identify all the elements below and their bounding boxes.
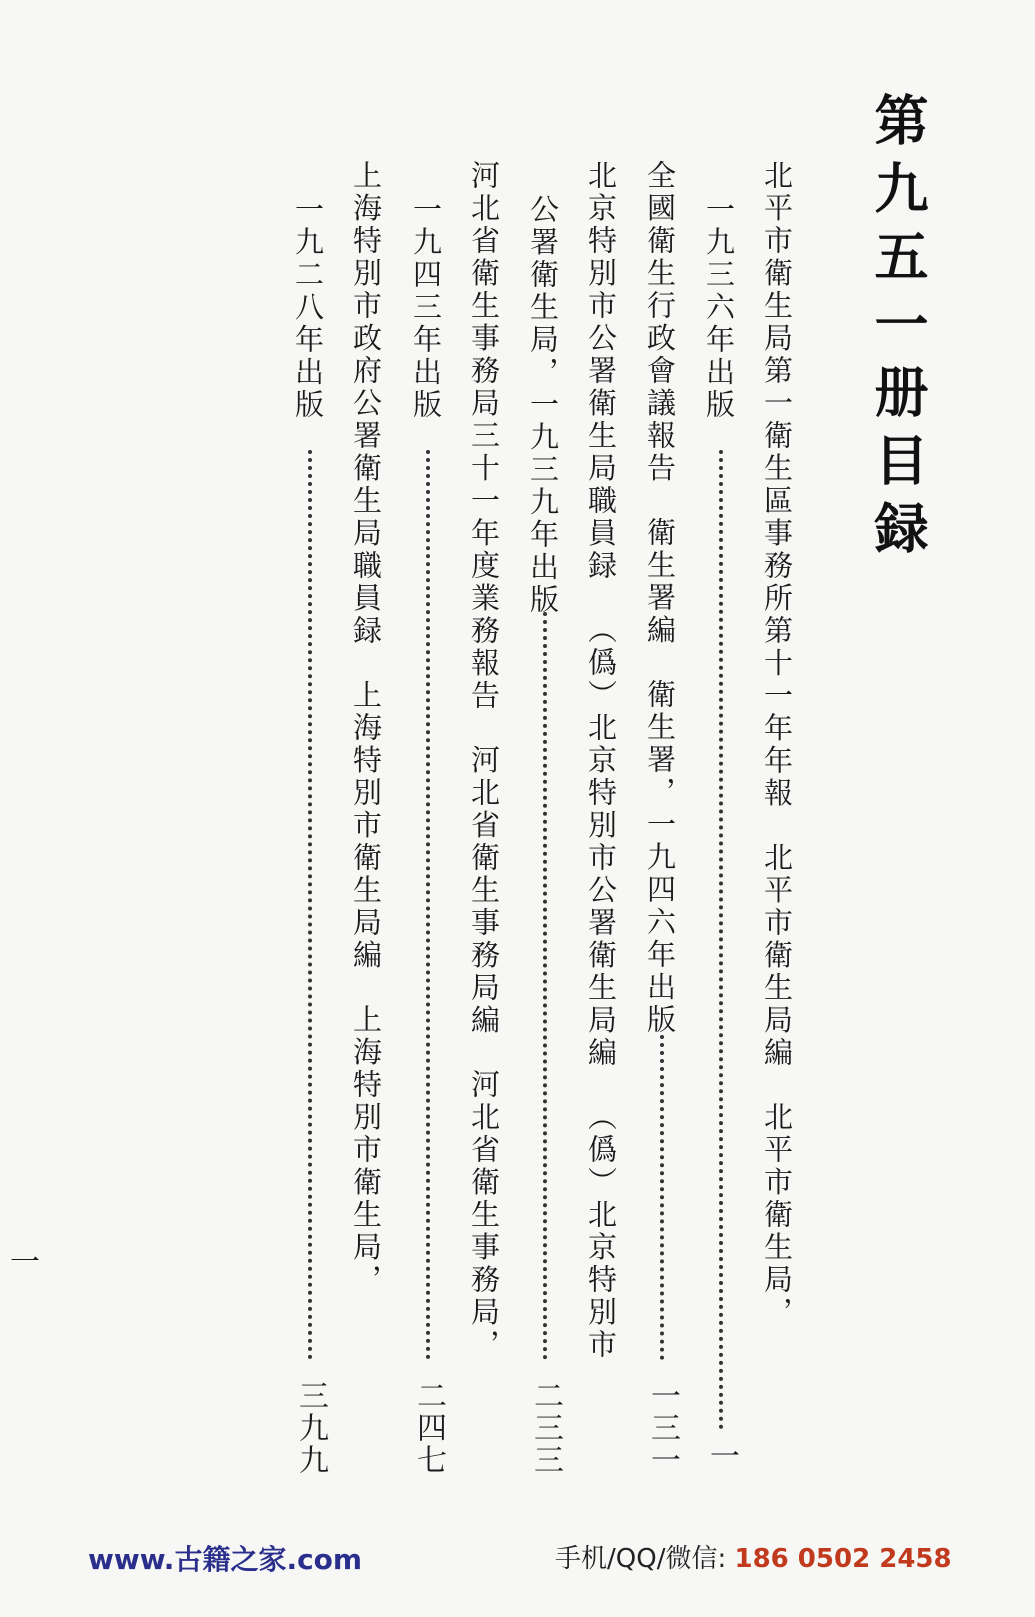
entry-3-page-number: 二三三 (528, 1380, 563, 1476)
page-title: 第九五一册目録 (866, 92, 929, 568)
entry-5-publisher: 上海特別市衛生局， (349, 1004, 383, 1297)
entry-3-author: （僞）北京特別市公署衛生局編 (584, 614, 618, 1070)
entry-2-leader-dots (660, 1035, 664, 1360)
entry-4-page-number: 二四七 (411, 1380, 446, 1476)
entry-3-year: 公署衛生局，一九三九年出版 (526, 194, 560, 617)
entry-5-author: 上海特別市衛生局編 (349, 679, 383, 972)
entry-1-title-line (760, 160, 794, 1329)
entry-5-title-line (349, 160, 383, 1297)
entry-2-title-line (643, 160, 677, 1037)
entry-1-page-number: 一 (704, 1440, 739, 1472)
entry-1-author: 北平市衛生局編 (760, 842, 794, 1070)
entry-3-leader-dots (543, 612, 547, 1360)
entry-4-leader-dots (426, 450, 430, 1360)
entry-2-title: 全國衛生行政會議報告 (643, 160, 677, 485)
page-folio-number: 一 (10, 1245, 40, 1280)
entry-3-title: 北京特別市公署衛生局職員録 (584, 160, 618, 583)
entry-5-leader-dots (308, 450, 312, 1360)
entry-4-title-line (467, 160, 501, 1362)
website-link[interactable]: www.古籍之家.com (88, 1543, 363, 1576)
entry-4-year: 一九四三年出版 (409, 194, 443, 422)
entry-1-leader-dots (719, 450, 723, 1430)
entry-1-title: 北平市衛生局第一衛生區事務所第十一年年報 (760, 160, 794, 810)
entry-3-title-line (584, 160, 618, 1362)
entry-2-author: 衛生署編 (643, 517, 677, 647)
contact-number: 186 0502 2458 (734, 1544, 952, 1574)
entry-5-year: 一九二八年出版 (291, 194, 325, 422)
entry-4-publisher: 河北省衛生事務局， (467, 1069, 501, 1362)
entry-5-page-number: 三九九 (293, 1380, 328, 1476)
entry-4-title: 河北省衛生事務局三十一年度業務報告 (467, 160, 501, 713)
entry-4-author: 河北省衛生事務局編 (467, 744, 501, 1037)
entry-3-publisher: （僞）北京特別市 (584, 1101, 618, 1362)
entry-1-publisher: 北平市衛生局， (760, 1101, 794, 1329)
entry-2-publisher: 衛生署，一九四六年出版 (643, 679, 677, 1037)
entry-1-year: 一九三六年出版 (702, 194, 736, 422)
scan-footer (0, 1528, 1035, 1588)
entry-5-title: 上海特別市政府公署衛生局職員録 (349, 160, 383, 648)
contact-label: 手机/QQ/微信: (555, 1544, 735, 1574)
entry-2-page-number: 一三一 (645, 1380, 680, 1476)
contact-info (555, 1538, 952, 1575)
